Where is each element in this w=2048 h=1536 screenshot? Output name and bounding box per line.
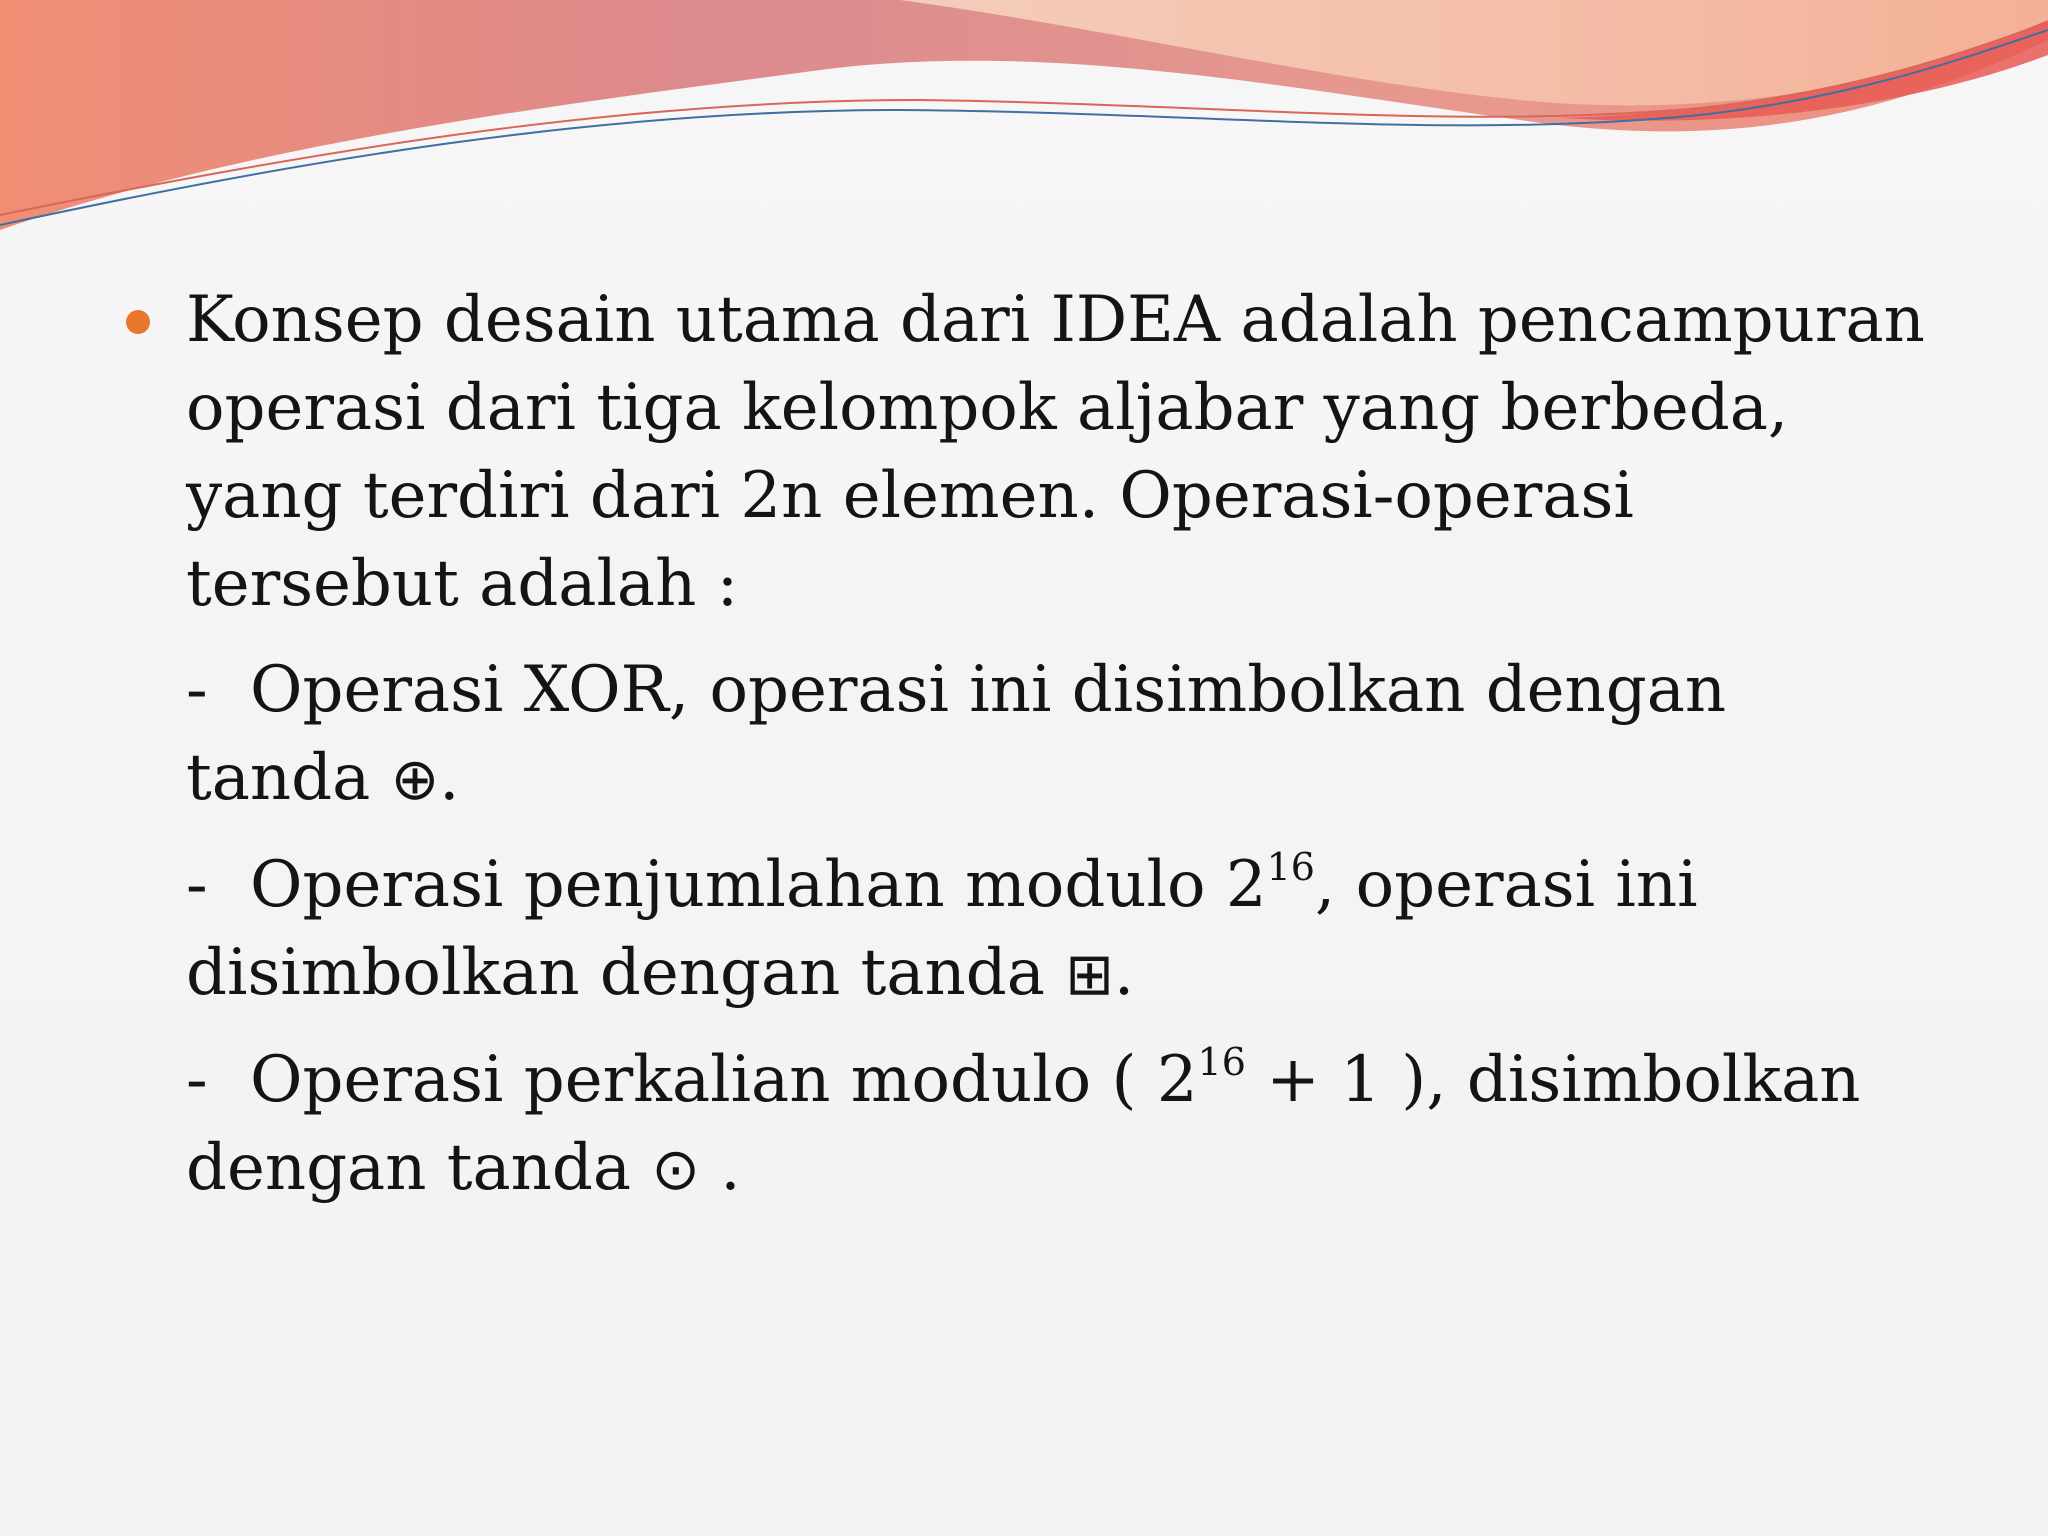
slide-content bbox=[186, 276, 1926, 1213]
exponent: 16 bbox=[1197, 1040, 1246, 1084]
odot-symbol-icon: ⊙ bbox=[651, 1135, 700, 1203]
intro-text: Konsep desain utama dari IDEA adalah pencampuran operasi dari tiga kelompok aljabar yang berbeda, yang terdiri dari 2n elemen. Operasi-operasi tersebut adalah : bbox=[186, 283, 1925, 621]
list-item-addition: - Operasi penjumlahan modulo $2^{16}$, operasi ini disimbolkan dengan tanda ⊞. bbox=[186, 845, 1698, 1010]
xor-symbol-icon: ⊕ bbox=[390, 745, 440, 813]
list-item-xor: - Operasi XOR, operasi ini disimbolkan dengan tanda ⊕. bbox=[186, 653, 1727, 815]
header-wave-decoration bbox=[0, 0, 2048, 240]
main-bullet bbox=[186, 276, 1926, 628]
boxplus-symbol-icon: ⊞ bbox=[1065, 940, 1114, 1008]
bullet-dot-icon bbox=[126, 310, 150, 334]
exponent: 16 bbox=[1266, 845, 1315, 889]
list-item-multiplication: - Operasi perkalian modulo ( $2^{16} + 1$ ), disimbolkan dengan tanda ⊙ . bbox=[186, 1040, 1861, 1205]
